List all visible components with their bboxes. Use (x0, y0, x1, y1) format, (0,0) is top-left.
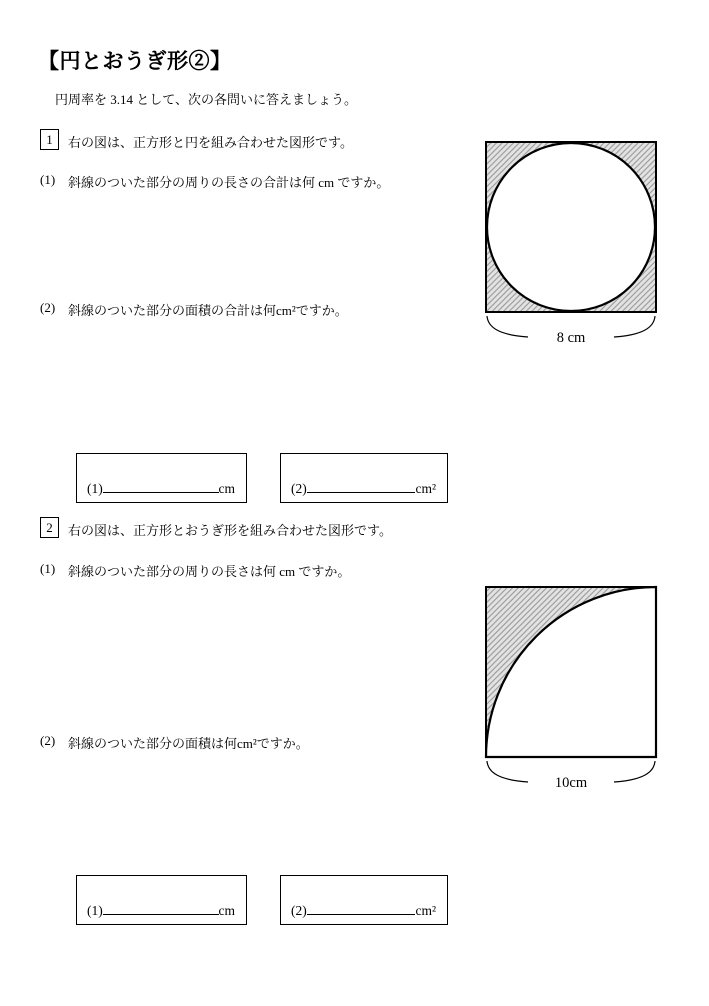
answer-unit: cm (218, 480, 235, 496)
problem2-answer-box-2[interactable] (280, 875, 448, 925)
figure2-dimension-brace-right (614, 761, 655, 782)
problem1-question1 (40, 172, 389, 191)
problem2-q1-text: 斜線のついた部分の周りの長さは何 cm ですか。 (68, 564, 351, 579)
answer-label: (2) (291, 480, 307, 496)
answer-line (291, 904, 436, 918)
answer-label: (1) (87, 480, 103, 496)
answer-line (87, 482, 235, 496)
answer-line (87, 904, 235, 918)
problem2-q2-label: (2) (40, 733, 56, 748)
answer-blank[interactable] (307, 491, 416, 493)
problem2-answer-box-1[interactable] (76, 875, 247, 925)
problem1-number-box (40, 129, 59, 150)
figure1-dimension-brace-right (614, 316, 655, 337)
answer-blank[interactable] (103, 913, 219, 915)
problem2-number: 2 (46, 520, 53, 535)
figure2-dimension-label: 10cm (554, 775, 588, 791)
problem2-number-box (40, 517, 59, 538)
problem1-answer-box-2[interactable] (280, 453, 448, 503)
problem1-q1-label: (1) (40, 172, 56, 187)
figure2-square-with-quarter-circle (478, 580, 674, 792)
figure2-dimension-brace-left (487, 761, 528, 782)
problem1-q1-text: 斜線のついた部分の周りの長さの合計は何 cm ですか。 (68, 175, 390, 190)
figure1-square-with-inscribed-circle (478, 136, 668, 348)
problem1-statement: 右の図は、正方形と円を組み合わせた図形です。 (68, 135, 353, 150)
answer-unit: cm (218, 902, 235, 918)
problem2-q1-label: (1) (40, 561, 56, 576)
problem1-number: 1 (46, 132, 53, 147)
answer-unit: cm² (415, 902, 436, 918)
instruction-text: 円周率を 3.14 として、次の各問いに答えましょう。 (55, 92, 357, 107)
problem1-q2-label: (2) (40, 300, 56, 315)
problem2-question2 (40, 733, 309, 752)
answer-blank[interactable] (103, 491, 219, 493)
figure1-dimension-brace-left (487, 316, 528, 337)
problem1-q2-text: 斜線のついた部分の面積の合計は何cm²ですか。 (68, 303, 348, 318)
problem1-question2 (40, 300, 348, 319)
problem1-answer-box-1[interactable] (76, 453, 247, 503)
figure1-inscribed-circle (487, 143, 655, 311)
problem2-q2-text: 斜線のついた部分の面積は何cm²ですか。 (68, 736, 309, 751)
problem2-statement: 右の図は、正方形とおうぎ形を組み合わせた図形です。 (68, 523, 392, 538)
answer-blank[interactable] (307, 913, 416, 915)
answer-label: (1) (87, 902, 103, 918)
answer-unit: cm² (415, 480, 436, 496)
answer-line (291, 482, 436, 496)
figure1-dimension-label: 8 cm (556, 330, 586, 346)
page-title: 【円とおうぎ形②】 (38, 49, 232, 73)
answer-label: (2) (291, 902, 307, 918)
problem2-question1 (40, 561, 350, 580)
